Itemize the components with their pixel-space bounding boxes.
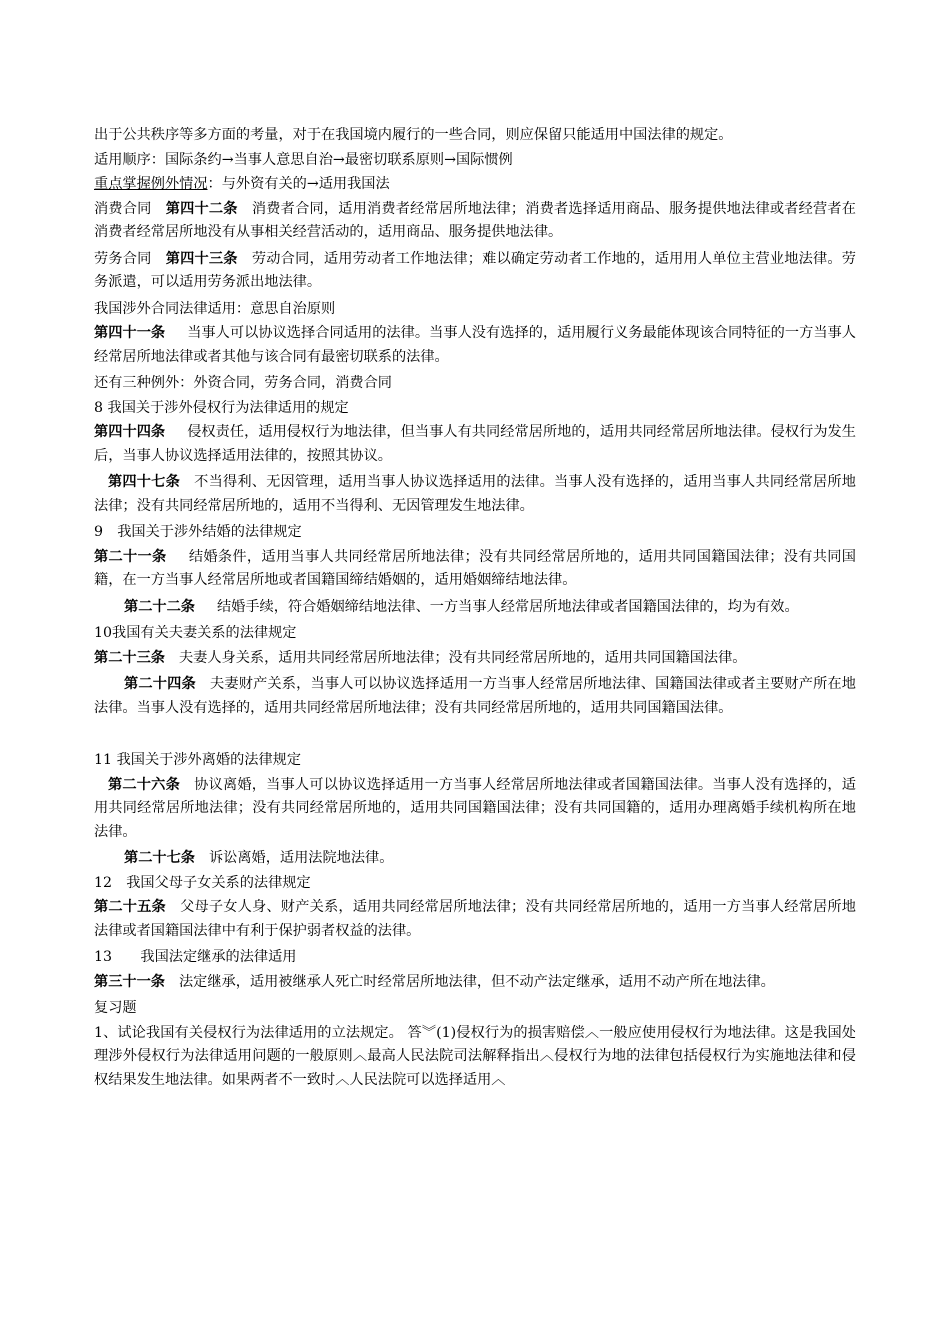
paragraph-article-31 [94, 971, 856, 995]
paragraph-text: 劳动合同，适用劳动者工作地法律；难以确定劳动者工作地的，适用用人单位主营业地法律。劳务派遣，可以适用劳务派出地法律。 [94, 250, 856, 290]
article-number: 第二十二条 [124, 598, 195, 615]
paragraph-text: 结婚手续，符合婚姻缔结地法律、一方当事人经常居所地法律或者国籍国法律的，均为有效。 [216, 598, 799, 615]
paragraph-text: 复习题 [94, 1000, 137, 1016]
section-heading-12 [94, 872, 856, 896]
paragraph-text: 协议离婚，当事人可以协议选择适用一方当事人经常居所地法律或者国籍国法律。当事人没有选择的，适用共同经常居所地法律；没有共同经常居所地的，适用共同国籍国法律；没有共同国籍的，适用办理离婚手续机构所在地法律。 [94, 776, 856, 840]
paragraph-prefix: 劳务合同 [94, 250, 152, 267]
paragraph-text: 出于公共秩序等多方面的考量，对于在我国境内履行的一些合同，则应保留只能适用中国法律的规定。 [94, 127, 733, 143]
underlined-heading: 重点掌握例外情况 [94, 176, 208, 192]
article-number: 第四十七条 [108, 474, 180, 490]
paragraph-text: ：与外资有关的→适用我国法 [207, 176, 390, 192]
paragraph-key-exceptions [94, 173, 856, 197]
article-number: 第二十七条 [124, 850, 195, 866]
paragraph-text: 结婚条件，适用当事人共同经常居所地法律；没有共同经常居所地的，适用共同国籍国法律；没有共同国籍，在一方当事人经常居所地或者国籍国缔结婚姻的，适用婚姻缔结地法律。 [94, 548, 856, 588]
paragraph-article-27 [94, 847, 856, 871]
paragraph-text: 11 我国关于涉外离婚的法律规定 [94, 752, 302, 768]
paragraph-article-22 [94, 596, 856, 620]
section-heading-11 [94, 749, 856, 773]
paragraph-text: 12 我国父母子女关系的法律规定 [94, 874, 311, 891]
section-heading-13 [94, 946, 856, 970]
paragraph-article-26 [94, 774, 856, 845]
paragraph-text: 13 我国法定继承的法律适用 [94, 949, 297, 965]
paragraph-article-44 [94, 421, 856, 468]
paragraph-public-order [94, 124, 856, 148]
paragraph-text: 消费者合同，适用消费者经常居所地法律；消费者选择适用商品、服务提供地法律或者经营者在消费者经常居所地没有从事相关经营活动的，适用商品、服务提供地法律。 [94, 200, 856, 240]
article-number: 第二十五条 [94, 899, 166, 915]
article-number: 第四十二条 [165, 200, 238, 217]
paragraph-text: 1、试论我国有关侵权行为法律适用的立法规定。 答︾(1)侵权行为的损害赔偿︿一般应使用侵权行为地法律。这是我国处理涉外侵权行为法律适用问题的一般原则︿最高人民法院司法解释指出︿侵权行为地的法律包括侵权行为实施地法律和侵权结果发生地法律。如果两者不一致时︿人民法院可以选择适用︿ [94, 1024, 856, 1088]
section-heading-8 [94, 397, 856, 421]
paragraph-article-47 [94, 471, 856, 518]
paragraph-article-24 [94, 673, 856, 720]
article-number: 第二十一条 [94, 548, 167, 565]
article-number: 第二十四条 [124, 676, 196, 692]
paragraph-text: 侵权责任，适用侵权行为地法律，但当事人有共同经常居所地的，适用共同经常居所地法律。侵权行为发生后，当事人协议选择适用法律的，按照其协议。 [94, 424, 856, 464]
article-number: 第四十三条 [165, 250, 238, 267]
paragraph-text: 法定继承，适用被继承人死亡时经常居所地法律，但不动产法定继承，适用不动产所在地法律。 [178, 973, 775, 990]
paragraph-text: 夫妻人身关系，适用共同经常居所地法律；没有共同经常居所地的，适用共同国籍国法律。 [178, 649, 747, 666]
paragraph-text: 父母子女人身、财产关系，适用共同经常居所地法律；没有共同经常居所地的，适用一方当事人经常居所地法律或者国籍国法律中有利于保护弱者权益的法律。 [94, 899, 856, 939]
article-number: 第四十四条 [94, 424, 166, 440]
article-number: 第二十六条 [108, 776, 180, 793]
section-heading-9 [94, 521, 856, 545]
review-heading [94, 997, 856, 1021]
paragraph-article-23 [94, 647, 856, 671]
section-heading-10 [94, 622, 856, 646]
paragraph-text: 夫妻财产关系，当事人可以协议选择适用一方当事人经常居所地法律、国籍国法律或者主要财产所在地法律。当事人没有选择的，适用共同经常居所地法律；没有共同经常居所地的，适用共同国籍国法律。 [94, 676, 856, 716]
paragraph-text: 9 我国关于涉外结婚的法律规定 [94, 524, 302, 540]
paragraph-prefix: 消费合同 [94, 200, 152, 217]
blank-line [94, 723, 856, 749]
document-page [94, 124, 856, 1095]
paragraph-article-21 [94, 546, 856, 593]
paragraph-labor-contract [94, 248, 856, 295]
paragraph-text: 还有三种例外：外资合同，劳务合同，消费合同 [94, 375, 392, 391]
review-question-1 [94, 1022, 856, 1093]
paragraph-text: 10我国有关夫妻关系的法律规定 [94, 625, 297, 641]
article-number: 第三十一条 [94, 973, 165, 990]
paragraph-text: 8 我国关于涉外侵权行为法律适用的规定 [94, 399, 349, 416]
paragraph-article-41 [94, 322, 856, 369]
paragraph-consumer-contract [94, 198, 856, 245]
paragraph-text: 当事人可以协议选择合同适用的法律。当事人没有选择的，适用履行义务最能体现该合同特征的一方当事人经常居所地法律或者其他与该合同有最密切联系的法律。 [94, 325, 856, 365]
paragraph-text: 适用顺序：国际条约→当事人意思自治→最密切联系原则→国际惯例 [94, 151, 513, 168]
paragraph-text: 我国涉外合同法律适用：意思自治原则 [94, 300, 336, 317]
paragraph-text: 不当得利、无因管理，适用当事人协议选择适用的法律。当事人没有选择的，适用当事人共同经常居所地法律；没有共同经常居所地的，适用不当得利、无因管理发生地法律。 [94, 474, 856, 514]
paragraph-autonomy-principle [94, 298, 856, 322]
paragraph-article-25 [94, 896, 856, 943]
paragraph-three-exceptions [94, 372, 856, 396]
article-number: 第二十三条 [94, 649, 165, 666]
paragraph-application-order [94, 149, 856, 173]
article-number: 第四十一条 [94, 325, 166, 341]
paragraph-text: 诉讼离婚，适用法院地法律。 [208, 850, 394, 866]
